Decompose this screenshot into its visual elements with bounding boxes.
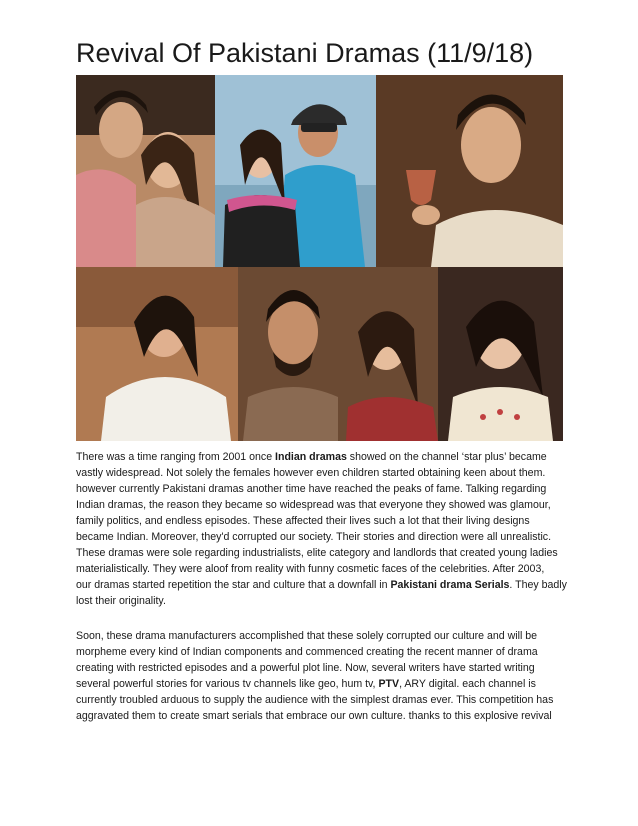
link-ptv[interactable]: PTV — [378, 678, 400, 690]
photo-bearded-man-and-woman — [238, 267, 438, 441]
photo-woman-and-man-in-cap — [215, 75, 376, 267]
text-line: however currently Pakistani dramas another time have reached the peaks of fame. Talking regarding — [76, 483, 547, 495]
photo-woman-white-dupatta — [76, 267, 238, 441]
text-line: Soon, these drama manufacturers accomplished that these solely corrupted our culture and will be — [76, 630, 538, 642]
text: showed on the channel ‘star plus’ became — [346, 451, 547, 463]
text: There was a time ranging from 2001 once — [76, 451, 276, 463]
link-indian-dramas[interactable]: Indian dramas — [275, 451, 347, 463]
text-line: aggravated them to create smart serials that embrace our own culture. thanks to this explosive revival — [76, 710, 552, 722]
paragraph-indian-dramas — [76, 449, 568, 609]
text-line: became Indian. Moreover, they'd corrupted our society. Their stories and direction were all unrealistic. — [76, 531, 552, 543]
photo-woman-embroidered-dress — [438, 267, 563, 441]
text-line: These dramas were sole regarding industrialists, elite category and landlords that created young ladies — [76, 547, 558, 559]
link-pakistani-drama-serials[interactable]: Pakistani drama Serials — [390, 579, 510, 591]
text: our dramas started repetition the star and culture that a downfall in — [76, 579, 391, 591]
drama-collage — [76, 75, 563, 441]
text: several powerful stories for various tv channels like geo, hum tv, — [76, 678, 379, 690]
paragraph-revival — [76, 628, 568, 724]
photo-couple-embrace — [76, 75, 215, 267]
text-line: vastly widespread. Not solely the females however even children started obtaining keen about them. — [76, 467, 546, 479]
text: , ARY digital. each channel is — [399, 678, 536, 690]
text-line: family politics, and endless episodes. These affected their lives such a lot that their living designs — [76, 515, 530, 527]
photo-man-with-glass — [376, 75, 563, 267]
text-line: lost their originality. — [76, 595, 166, 607]
page-title: Revival Of Pakistani Dramas (11/9/18) — [76, 38, 534, 68]
text-line: currently troubled arduous to supply the audience with the simplest dramas ever. This competition has — [76, 694, 554, 706]
text: . They badly — [509, 579, 567, 591]
text-line: morpheme every kind of Indian components and commenced creating the recent manner of drama — [76, 646, 538, 658]
text-line: creating with restricted episodes and a powerful plot line. Now, several writers have started writing — [76, 662, 535, 674]
text-line: Indian dramas, the reason they became so widespread was that everyone they showed was glamour, — [76, 499, 551, 511]
text-line: materialistically. They were aloof from reality with funny cosmetic faces of the celebrities. After 2003, — [76, 563, 545, 575]
